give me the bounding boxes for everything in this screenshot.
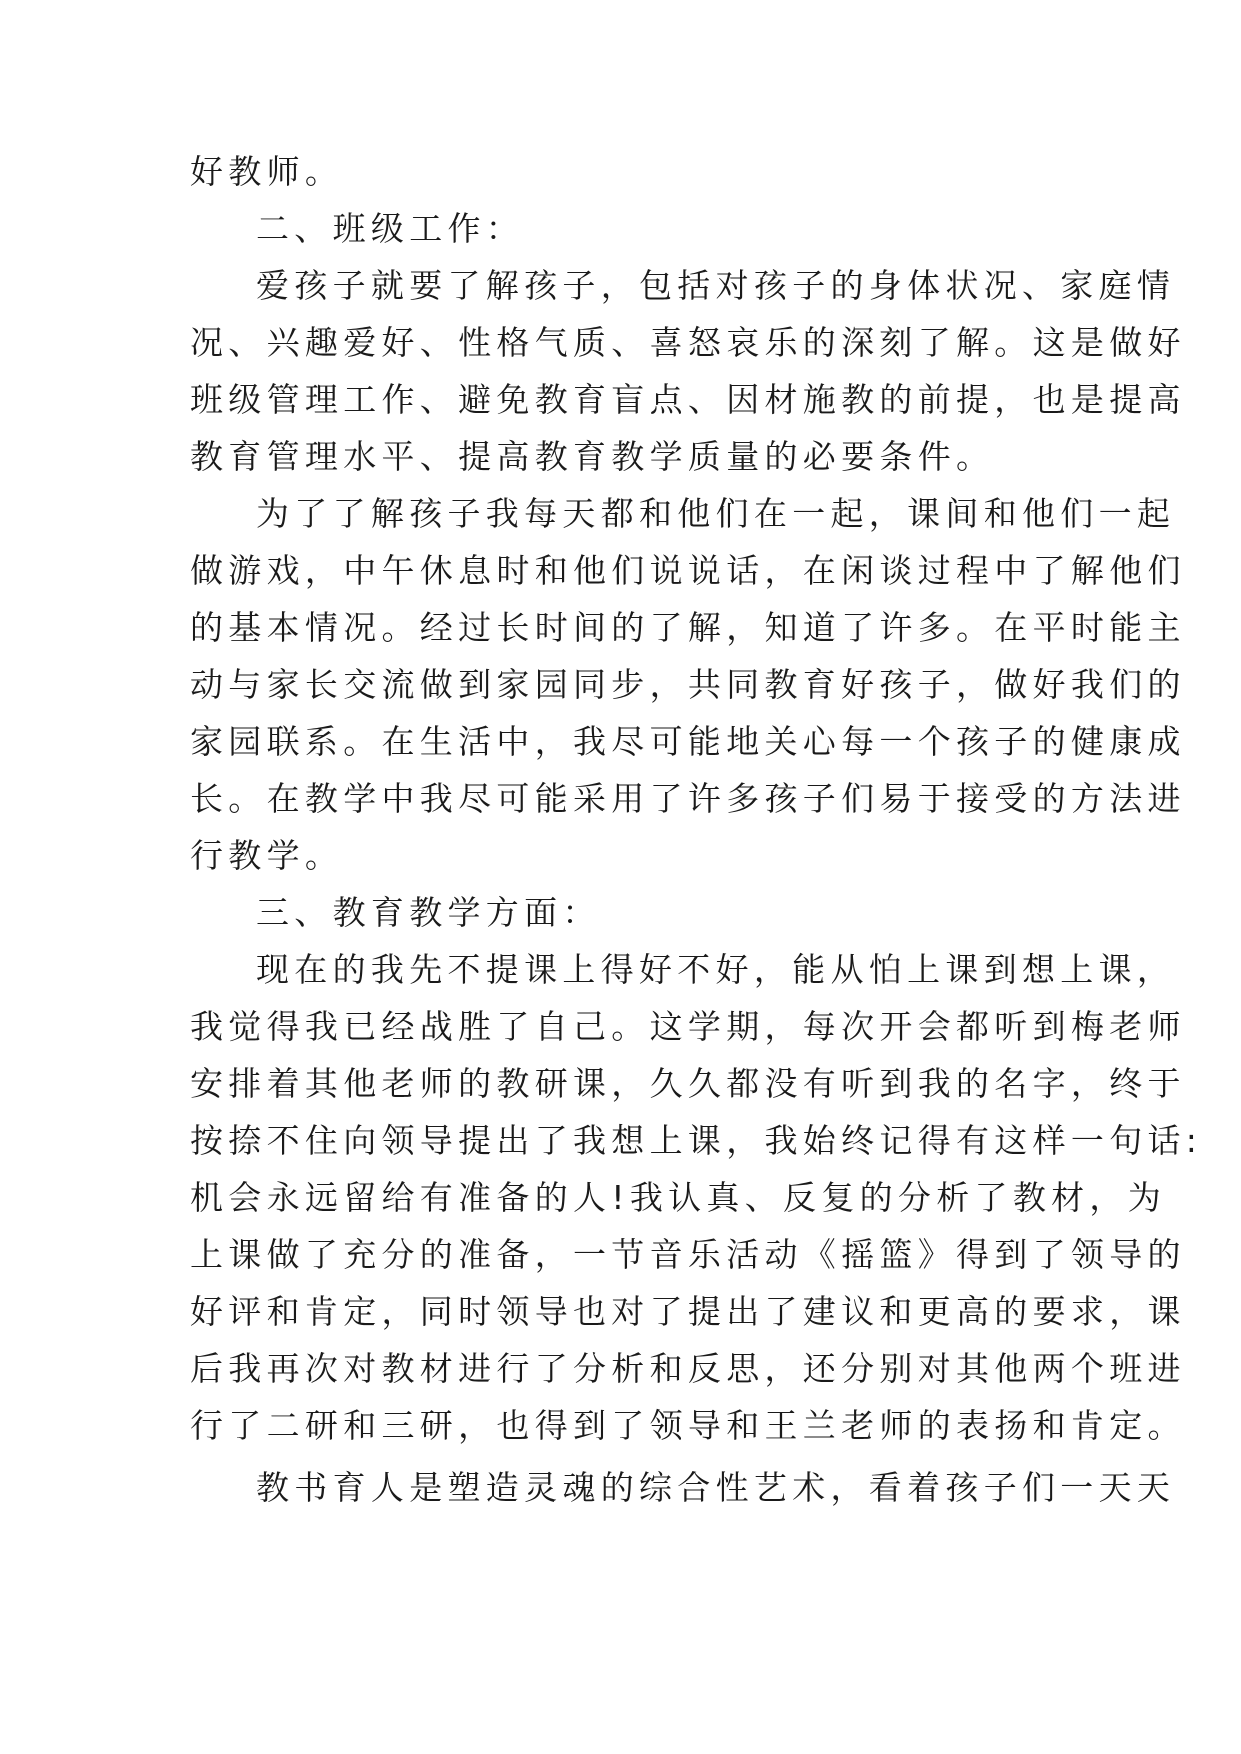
text-line: 好教师。	[190, 152, 344, 191]
section-heading: 二、班级工作：	[256, 209, 525, 248]
text-line: 长。在教学中我尽可能采用了许多孩子们易于接受的方法进	[190, 779, 1186, 818]
text-line: 行教学。	[190, 836, 344, 875]
text-line: 现在的我先不提课上得好不好，能从怕上课到想上课，	[256, 950, 1176, 989]
text-line: 机会永远留给有准备的人!我认真、反复的分析了教材，为	[190, 1178, 1167, 1217]
text-line: 按捺不住向领导提出了我想上课，我始终记得有这样一句话:	[190, 1121, 1203, 1160]
text-line: 行了二研和三研，也得到了领导和王兰老师的表扬和肯定。	[190, 1406, 1186, 1445]
section-heading: 三、教育教学方面：	[256, 893, 601, 932]
text-line: 教育管理水平、提高教育教学质量的必要条件。	[190, 437, 995, 476]
text-line: 安排着其他老师的教研课，久久都没有听到我的名字，终于	[190, 1064, 1186, 1103]
text-line: 动与家长交流做到家园同步，共同教育好孩子，做好我们的	[190, 665, 1186, 704]
text-line: 做游戏，中午休息时和他们说说话，在闲谈过程中了解他们	[190, 551, 1186, 590]
text-line: 好评和肯定，同时领导也对了提出了建议和更高的要求，课	[190, 1292, 1186, 1331]
text-line: 教书育人是塑造灵魂的综合性艺术，看着孩子们一天天	[256, 1468, 1176, 1507]
text-line: 家园联系。在生活中，我尽可能地关心每一个孩子的健康成	[190, 722, 1186, 761]
text-line: 上课做了充分的准备，一节音乐活动《摇篮》得到了领导的	[190, 1235, 1186, 1274]
text-line: 为了了解孩子我每天都和他们在一起，课间和他们一起	[256, 494, 1176, 533]
text-line: 班级管理工作、避免教育盲点、因材施教的前提，也是提高	[190, 380, 1186, 419]
text-line: 我觉得我已经战胜了自己。这学期，每次开会都听到梅老师	[190, 1007, 1186, 1046]
text-line: 的基本情况。经过长时间的了解，知道了许多。在平时能主	[190, 608, 1186, 647]
text-line: 后我再次对教材进行了分析和反思，还分别对其他两个班进	[190, 1349, 1186, 1388]
text-line: 爱孩子就要了解孩子，包括对孩子的身体状况、家庭情	[256, 266, 1176, 305]
text-line: 况、兴趣爱好、性格气质、喜怒哀乐的深刻了解。这是做好	[190, 323, 1186, 362]
